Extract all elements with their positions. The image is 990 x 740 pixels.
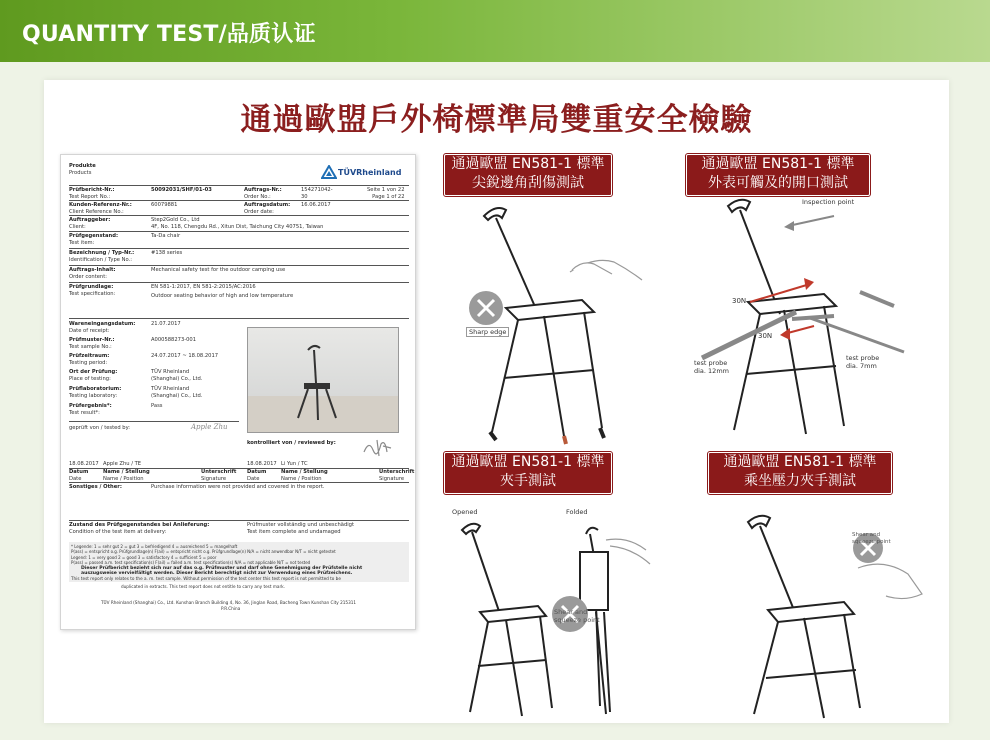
tuv-logo: [321, 165, 409, 179]
test-result: Pass: [151, 403, 163, 409]
reviewed-by-label: kontrolliert von / reviewed by:: [247, 440, 336, 446]
inspection-arrow: [788, 216, 834, 226]
chair-photo: [247, 327, 399, 433]
cert-products-label: Produkte: [69, 163, 96, 169]
receipt-label-en: Date of receipt:: [69, 327, 110, 334]
order-date: 16.06.2017: [301, 202, 331, 208]
place-label-en: Place of testing:: [69, 375, 111, 382]
tested-by-label: geprüft von / tested by:: [69, 425, 131, 431]
tested-date: 18.08.2017: [69, 461, 99, 467]
test-label-2-line-1: 通過歐盟 EN581-1 標準: [701, 156, 855, 172]
page-headline: 通過歐盟戶外椅標準局雙重安全檢驗: [240, 102, 753, 138]
receipt-label: Wareneingangsdatum:: [69, 321, 136, 327]
disclaimer-4: duplicated in extracts. This test report does not entitle to carry any test mark.: [121, 584, 285, 589]
test-label-1-line-1: 通過歐盟 EN581-1 標準: [451, 156, 605, 172]
period-label-en: Testing period:: [69, 359, 108, 366]
item-label: Prüfgegenstand:: [69, 233, 119, 239]
col-sig-1: Unterschrift: [201, 469, 237, 475]
lab-label-en: Testing laboratory:: [69, 392, 118, 399]
condition-en: Test item complete and undamaged: [247, 528, 341, 535]
order-no: 154271042-: [301, 187, 333, 193]
test-label-pinch: [444, 452, 612, 494]
sharp-edge-test-illustration: [444, 200, 644, 446]
spec-label: Prüfgrundlage:: [69, 284, 114, 290]
shear-label-1: Shear and: [554, 608, 588, 616]
legend-line-2: P(ass) = entspricht o.g. Prüfgrundlage(n) F(ail) = entspricht nicht o.g. Prüfgrundlage(n) N/A = nicht anwendbar N/T = nicht getestet: [71, 549, 336, 554]
tuv-logo-text: TÜVRheinland: [338, 168, 402, 177]
sample-label: Prüfmuster-Nr.:: [69, 337, 115, 343]
sample-no: A000588273-001: [151, 337, 197, 343]
condition: Prüfmuster vollständig und unbeschädigt: [247, 522, 354, 528]
spec-label-en: Test specification:: [69, 290, 116, 297]
order-no-label-en: Order No.:: [244, 193, 271, 200]
tuv-certificate: [60, 154, 416, 630]
place-1: TÜV Rheinland: [151, 369, 190, 375]
type-label: Bezeichnung / Typ-Nr.:: [69, 250, 135, 256]
client-ref-label-en: Client Reference No.:: [69, 208, 124, 215]
legend-line-4: P(ass) = passed a.m. test specification(s) F(ail) = failed a.m. test specification(s) N/A = not applicable N/T = not tested: [71, 560, 311, 565]
content-label-en: Order content:: [69, 273, 107, 280]
test-label-openings: [686, 154, 870, 196]
test-label-3-line-1: 通過歐盟 EN581-1 標準: [451, 454, 605, 470]
condition-label-en: Condition of the test item at delivery:: [69, 528, 167, 535]
col-name-en-2: Name / Position: [281, 475, 322, 482]
force-label-2: 30N: [758, 332, 773, 340]
col-sig-en-1: Signature: [201, 475, 227, 482]
disclaimer-1: Dieser Prüfbericht bezieht sich nur auf das o.g. Prüfmuster und darf ohne Genehmigung der Prüfstelle nicht: [81, 566, 363, 571]
probe-right-2: dia. 7mm: [846, 362, 877, 370]
legend-line-1: * Legende: 1 = sehr gut 2 = gut 3 = befriedigend 4 = ausreichend 5 = mangelhaft: [71, 544, 238, 549]
col-sig-2: Unterschrift: [379, 469, 415, 475]
order-date-label-en: Order date:: [244, 208, 274, 215]
col-sig-en-2: Signature: [379, 475, 405, 482]
order-content: Mechanical safety test for the outdoor camping use: [151, 267, 286, 273]
client-label-en: Client:: [69, 223, 86, 230]
test-label-3-line-2: 夾手測試: [500, 473, 556, 489]
test-label-sharp-edge: [444, 154, 612, 196]
col-name-1: Name / Stellung: [103, 469, 150, 475]
testing-period: 24.07.2017 ~ 18.08.2017: [151, 353, 219, 359]
test-label-2-line-2: 外表可觸及的開口測試: [708, 175, 848, 191]
opening-test-illustration: [684, 194, 914, 450]
shear-label-2: squeeze point: [554, 616, 600, 624]
force-label-1: 30N: [732, 297, 747, 305]
report-no: 50092031/SHF/01-03: [151, 187, 212, 193]
other-label: Sonstiges / Other:: [69, 484, 122, 490]
result-label: Prüfergebnis*:: [69, 403, 112, 409]
client-name: Step2Gold Co., Ltd: [151, 217, 200, 223]
test-label-seat-pressure: [708, 452, 892, 494]
cert-products-label-en: Products: [69, 169, 92, 176]
condition-label: Zustand des Prüfgegenstandes bei Anlieferung:: [69, 522, 210, 528]
shear-label-3: Shear and: [852, 532, 881, 538]
content-panel: [44, 80, 949, 723]
report-no-label-en: Test Report No.:: [69, 193, 111, 200]
legend-line-3: Legend: 1 = very good 2 = good 3 = satisfactory 4 = sufficient 5 = poor: [71, 555, 217, 560]
cert-footer-2: P.R.China: [221, 606, 241, 611]
reviewer-signature: [361, 436, 395, 458]
test-label-1-line-2: 尖銳邊角刮傷測試: [472, 175, 584, 191]
tester-signature: Apple Zhu: [191, 423, 228, 431]
test-label-4-line-1: 通過歐盟 EN581-1 標準: [723, 454, 877, 470]
disclaimer-3: This test report only relates to the a. m. test sample. Without permission of the test center this test report is not permitted to be: [71, 576, 341, 581]
test-label-4-line-2: 乘坐壓力夾手測試: [744, 473, 856, 489]
folded-label: Folded: [566, 508, 588, 516]
shear-label-4: squeeze point: [852, 539, 891, 545]
client-ref-label: Kunden-Referenz-Nr.:: [69, 202, 132, 208]
probe-right-1: test probe: [846, 354, 880, 362]
col-name-2: Name / Stellung: [281, 469, 328, 475]
seat-pressure-illustration: [708, 508, 932, 720]
order-no-2: 30: [301, 193, 308, 200]
banner-title: QUANTITY TEST/品质认证: [22, 22, 316, 47]
other-text: Purchase information were not provided and covered in the report.: [151, 484, 325, 490]
reviewed-date: 18.08.2017: [247, 461, 277, 467]
page-de: Seite 1 von 22: [367, 187, 405, 193]
col-name-en-1: Name / Position: [103, 475, 144, 482]
cert-footer: TÜV Rheinland (Shanghai) Co., Ltd. Kunshan Branch Building 4, No. 36, Jinglan Road, Bacheng Town Kunshan City 215311: [101, 600, 357, 605]
opened-label: Opened: [452, 508, 478, 516]
order-date-label: Auftragsdatum:: [244, 202, 291, 208]
col-date-1: Date: [69, 475, 82, 482]
col-datum-1: Datum: [69, 469, 89, 475]
type-label-en: Identification / Type No.:: [69, 256, 132, 263]
sample-label-en: Test sample No.:: [69, 343, 112, 350]
top-banner: [0, 0, 990, 62]
sharp-edge-note: Sharp edge: [466, 327, 509, 337]
col-date-2: Date: [247, 475, 260, 482]
spec-1: EN 581-1:2017, EN 581-2:2015/AC:2016: [151, 284, 256, 290]
report-no-label: Prüfbericht-Nr.:: [69, 187, 115, 193]
disclaimer-2: auszugsweise vervielfältigt werden. Dieser Bericht berechtigt nicht zur Verwendung eines Prüfzeichens.: [81, 571, 353, 576]
order-no-label: Auftrags-Nr.:: [244, 187, 282, 193]
client-ref: 60079881: [151, 202, 178, 208]
reviewer-name: Li Yun / TC: [281, 461, 308, 467]
probe-left-2: dia. 12mm: [694, 367, 729, 375]
result-label-en: Test result*:: [69, 409, 100, 416]
inspection-point-label: Inspection point: [802, 198, 855, 206]
chair-photo-illustration: [248, 328, 399, 433]
col-datum-2: Datum: [247, 469, 267, 475]
tuv-triangle-icon: [321, 165, 337, 179]
page-en: Page 1 of 22: [372, 193, 405, 200]
test-item: Ta-Da chair: [151, 233, 181, 239]
lab-1: TÜV Rheinland: [151, 386, 190, 392]
legend-box: [69, 542, 409, 582]
period-label: Prüfzeitraum:: [69, 353, 110, 359]
pinch-test-illustration: [440, 516, 660, 720]
spec-2: Outdoor seating behavior of high and low temperature: [151, 292, 294, 299]
content-label: Auftrags-Inhalt:: [69, 267, 116, 273]
lab-label: Prüflaboratorium:: [69, 386, 122, 392]
place-2: (Shanghai) Co., Ltd.: [151, 375, 203, 382]
item-label-en: Test item:: [69, 239, 95, 246]
receipt-date: 21.07.2017: [151, 321, 181, 327]
place-label: Ort der Prüfung:: [69, 369, 118, 375]
client-addr: 4F, No. 118, Chengdu Rd., Xitun Dist, Taichung City 40751, Taiwan: [151, 223, 324, 230]
probe-left-1: test probe: [694, 359, 728, 367]
lab-2: (Shanghai) Co., Ltd.: [151, 392, 203, 399]
tester-name: Apple Zhu / TE: [103, 461, 142, 467]
type-no: #138 series: [151, 250, 183, 256]
client-label: Auftraggeber:: [69, 217, 111, 223]
